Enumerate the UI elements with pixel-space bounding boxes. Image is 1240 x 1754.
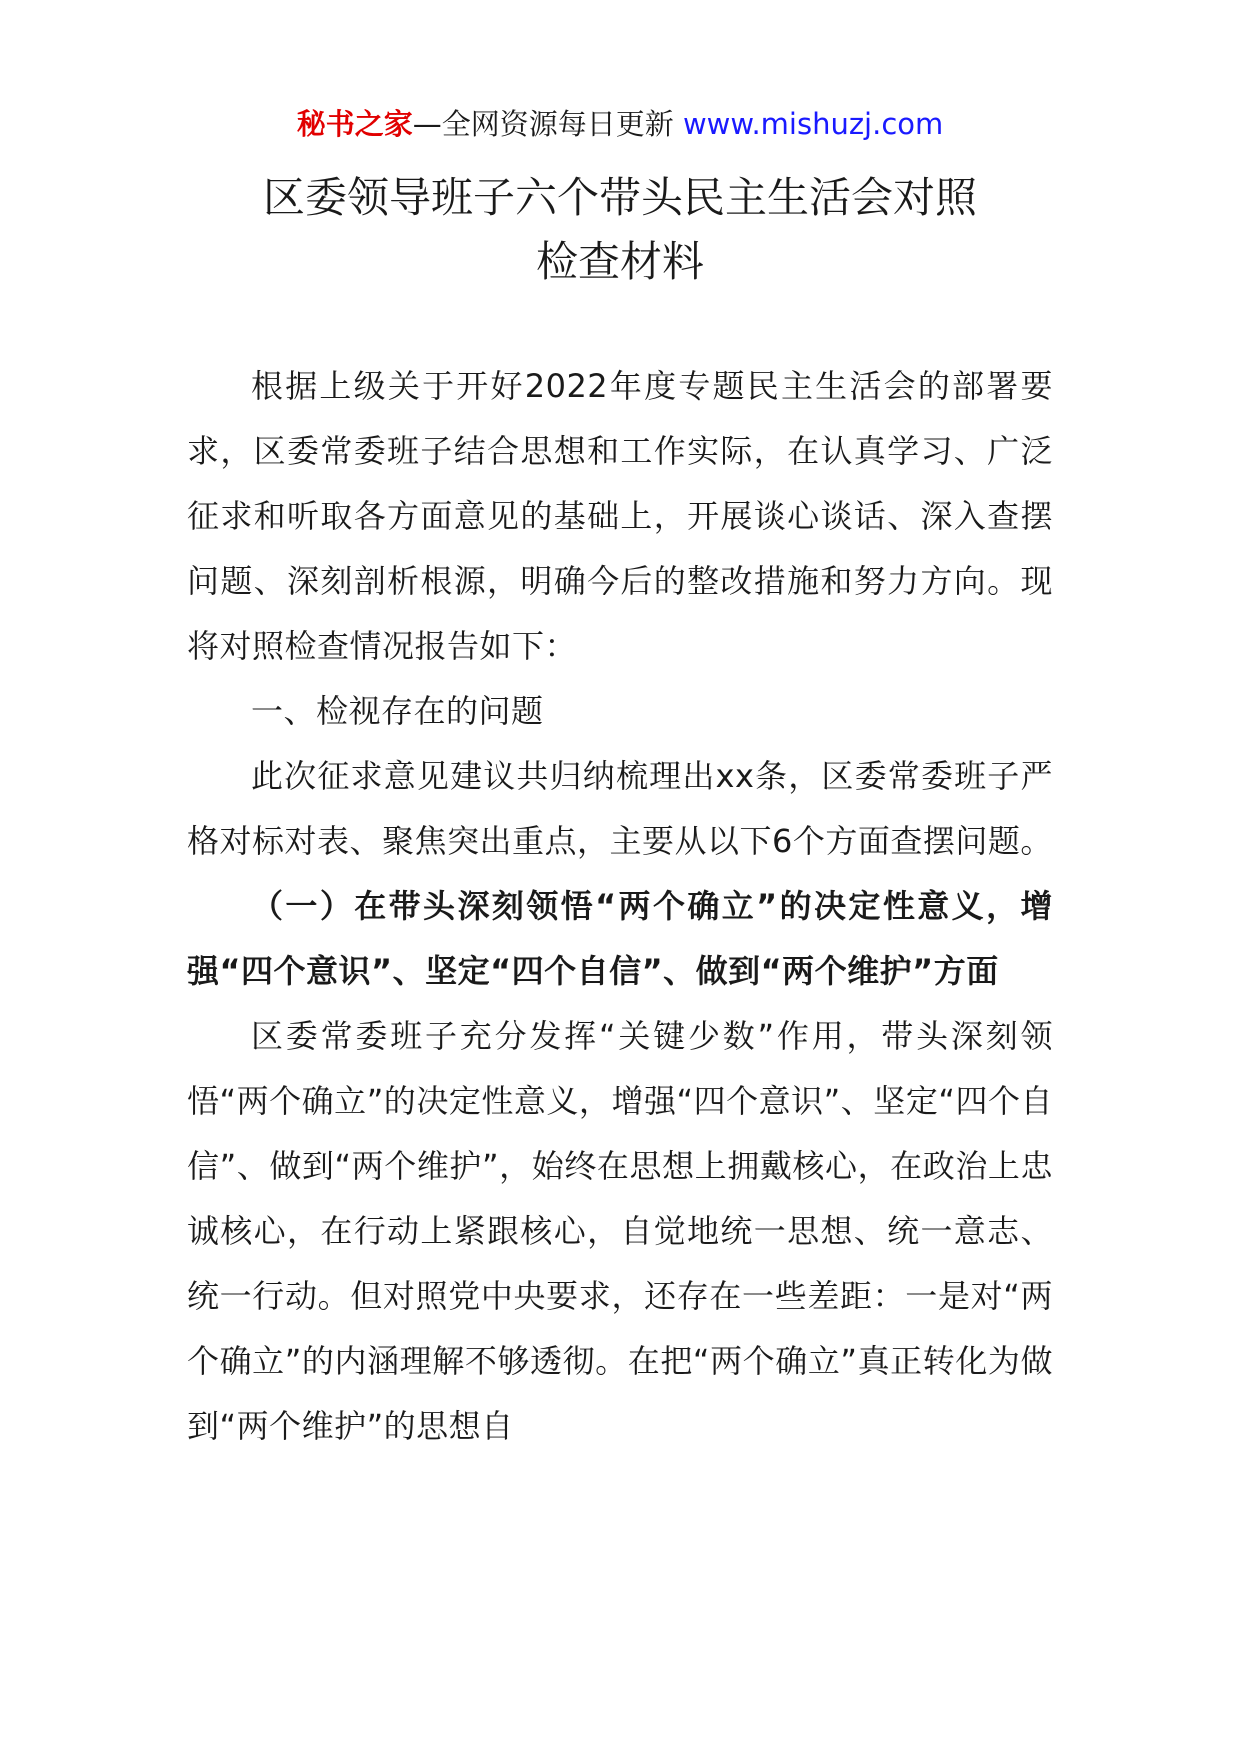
brand-slogan: —全网资源每日更新 (412, 107, 674, 141)
watermark-header (0, 104, 1240, 144)
section-heading-1: 一、检视存在的问题 (251, 692, 544, 730)
paragraph-summary: 此次征求意见建议共归纳梳理出xx条，区委常委班子严格对标对表、聚焦突出重点，主要从以下6个方面查摆问题。 (187, 757, 1053, 860)
title-line-1: 区委领导班子六个带头民主生活会对照 (262, 173, 977, 222)
title-line-2: 检查材料 (535, 237, 704, 286)
document-title (0, 166, 1240, 294)
subsection-heading-1: （一）在带头深刻领悟“两个确立”的决定性意义，增强“四个意识”、坚定“四个自信”、做到“两个维护”方面 (187, 887, 1053, 990)
document-body (187, 354, 1053, 1459)
paragraph-detail: 区委常委班子充分发挥“关键少数”作用，带头深刻领悟“两个确立”的决定性意义，增强“四个意识”、坚定“四个自信”、做到“两个维护”，始终在思想上拥戴核心，在政治上忠诚核心，在行动上紧跟核心，自觉地统一思想、统一意志、统一行动。但对照党中央要求，还存在一些差距：一是对“两个确立”的内涵理解不够透彻。在把“两个确立”真正转化为做到“两个维护”的思想自 (187, 1017, 1053, 1445)
paragraph-intro: 根据上级关于开好2022年度专题民主生活会的部署要求，区委常委班子结合思想和工作实际，在认真学习、广泛征求和听取各方面意见的基础上，开展谈心谈话、深入查摆问题、深刻剖析根源，明确今后的整改措施和努力方向。现将对照检查情况报告如下： (187, 367, 1053, 665)
brand-name: 秘书之家 (296, 107, 413, 141)
brand-url[interactable]: www.mishuzj.com (682, 107, 944, 141)
